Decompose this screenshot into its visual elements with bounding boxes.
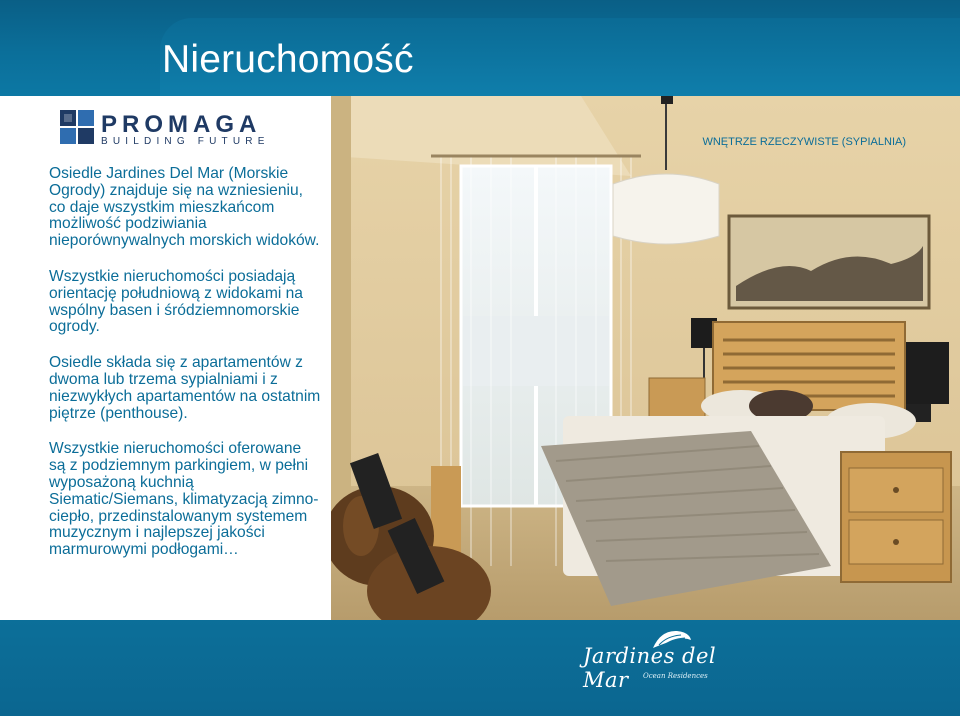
promaga-square-icon — [60, 110, 94, 144]
slide-title: Nieruchomość — [162, 38, 414, 81]
photo-caption: WNĘTRZE RZECZYWISTE (SYPIALNIA) — [702, 136, 906, 148]
logo-wordmark: PROMAGA — [101, 111, 262, 138]
bedroom-illustration — [331, 96, 960, 620]
jardines-del-mar-logo — [583, 628, 763, 690]
paragraph-amenities: Wszystkie nieruchomości oferowane są z podziemnym parkingiem, w pełni wyposażoną kuchnią Siematic/Siemans, klimatyzacją zimno-ciepło, przedinstalowanym systemem muzycznym i najlepszej jakości marmurowymi podłogami… — [49, 440, 319, 559]
footer-brand-tagline: Ocean Residences — [643, 672, 708, 680]
paragraph-apartments: Osiedle składa się z apartamentów z dwoma lub trzema sypialniami i z niezwykłych apartamentów na ostatnim piętrze (penthouse). — [49, 354, 321, 422]
promaga-logo — [60, 110, 280, 146]
footer-brand-name: Jardines del Mar — [583, 644, 717, 692]
description-column — [49, 166, 321, 578]
bedroom-photo — [331, 96, 960, 620]
footer-band — [0, 620, 960, 716]
paragraph-orientation: Wszystkie nieruchomości posiadają orientację południową z widokami na wspólny basen i śródziemnomorskie ogrody. — [49, 267, 303, 336]
paragraph-location: Osiedle Jardines Del Mar (Morskie Ogrody) znajduje się na wzniesieniu, co daje wszystkim mieszkańcom możliwość podziwiania nieporównywalnych morskich widoków. — [49, 165, 320, 250]
logo-tagline: BUILDING FUTURE — [101, 136, 270, 147]
